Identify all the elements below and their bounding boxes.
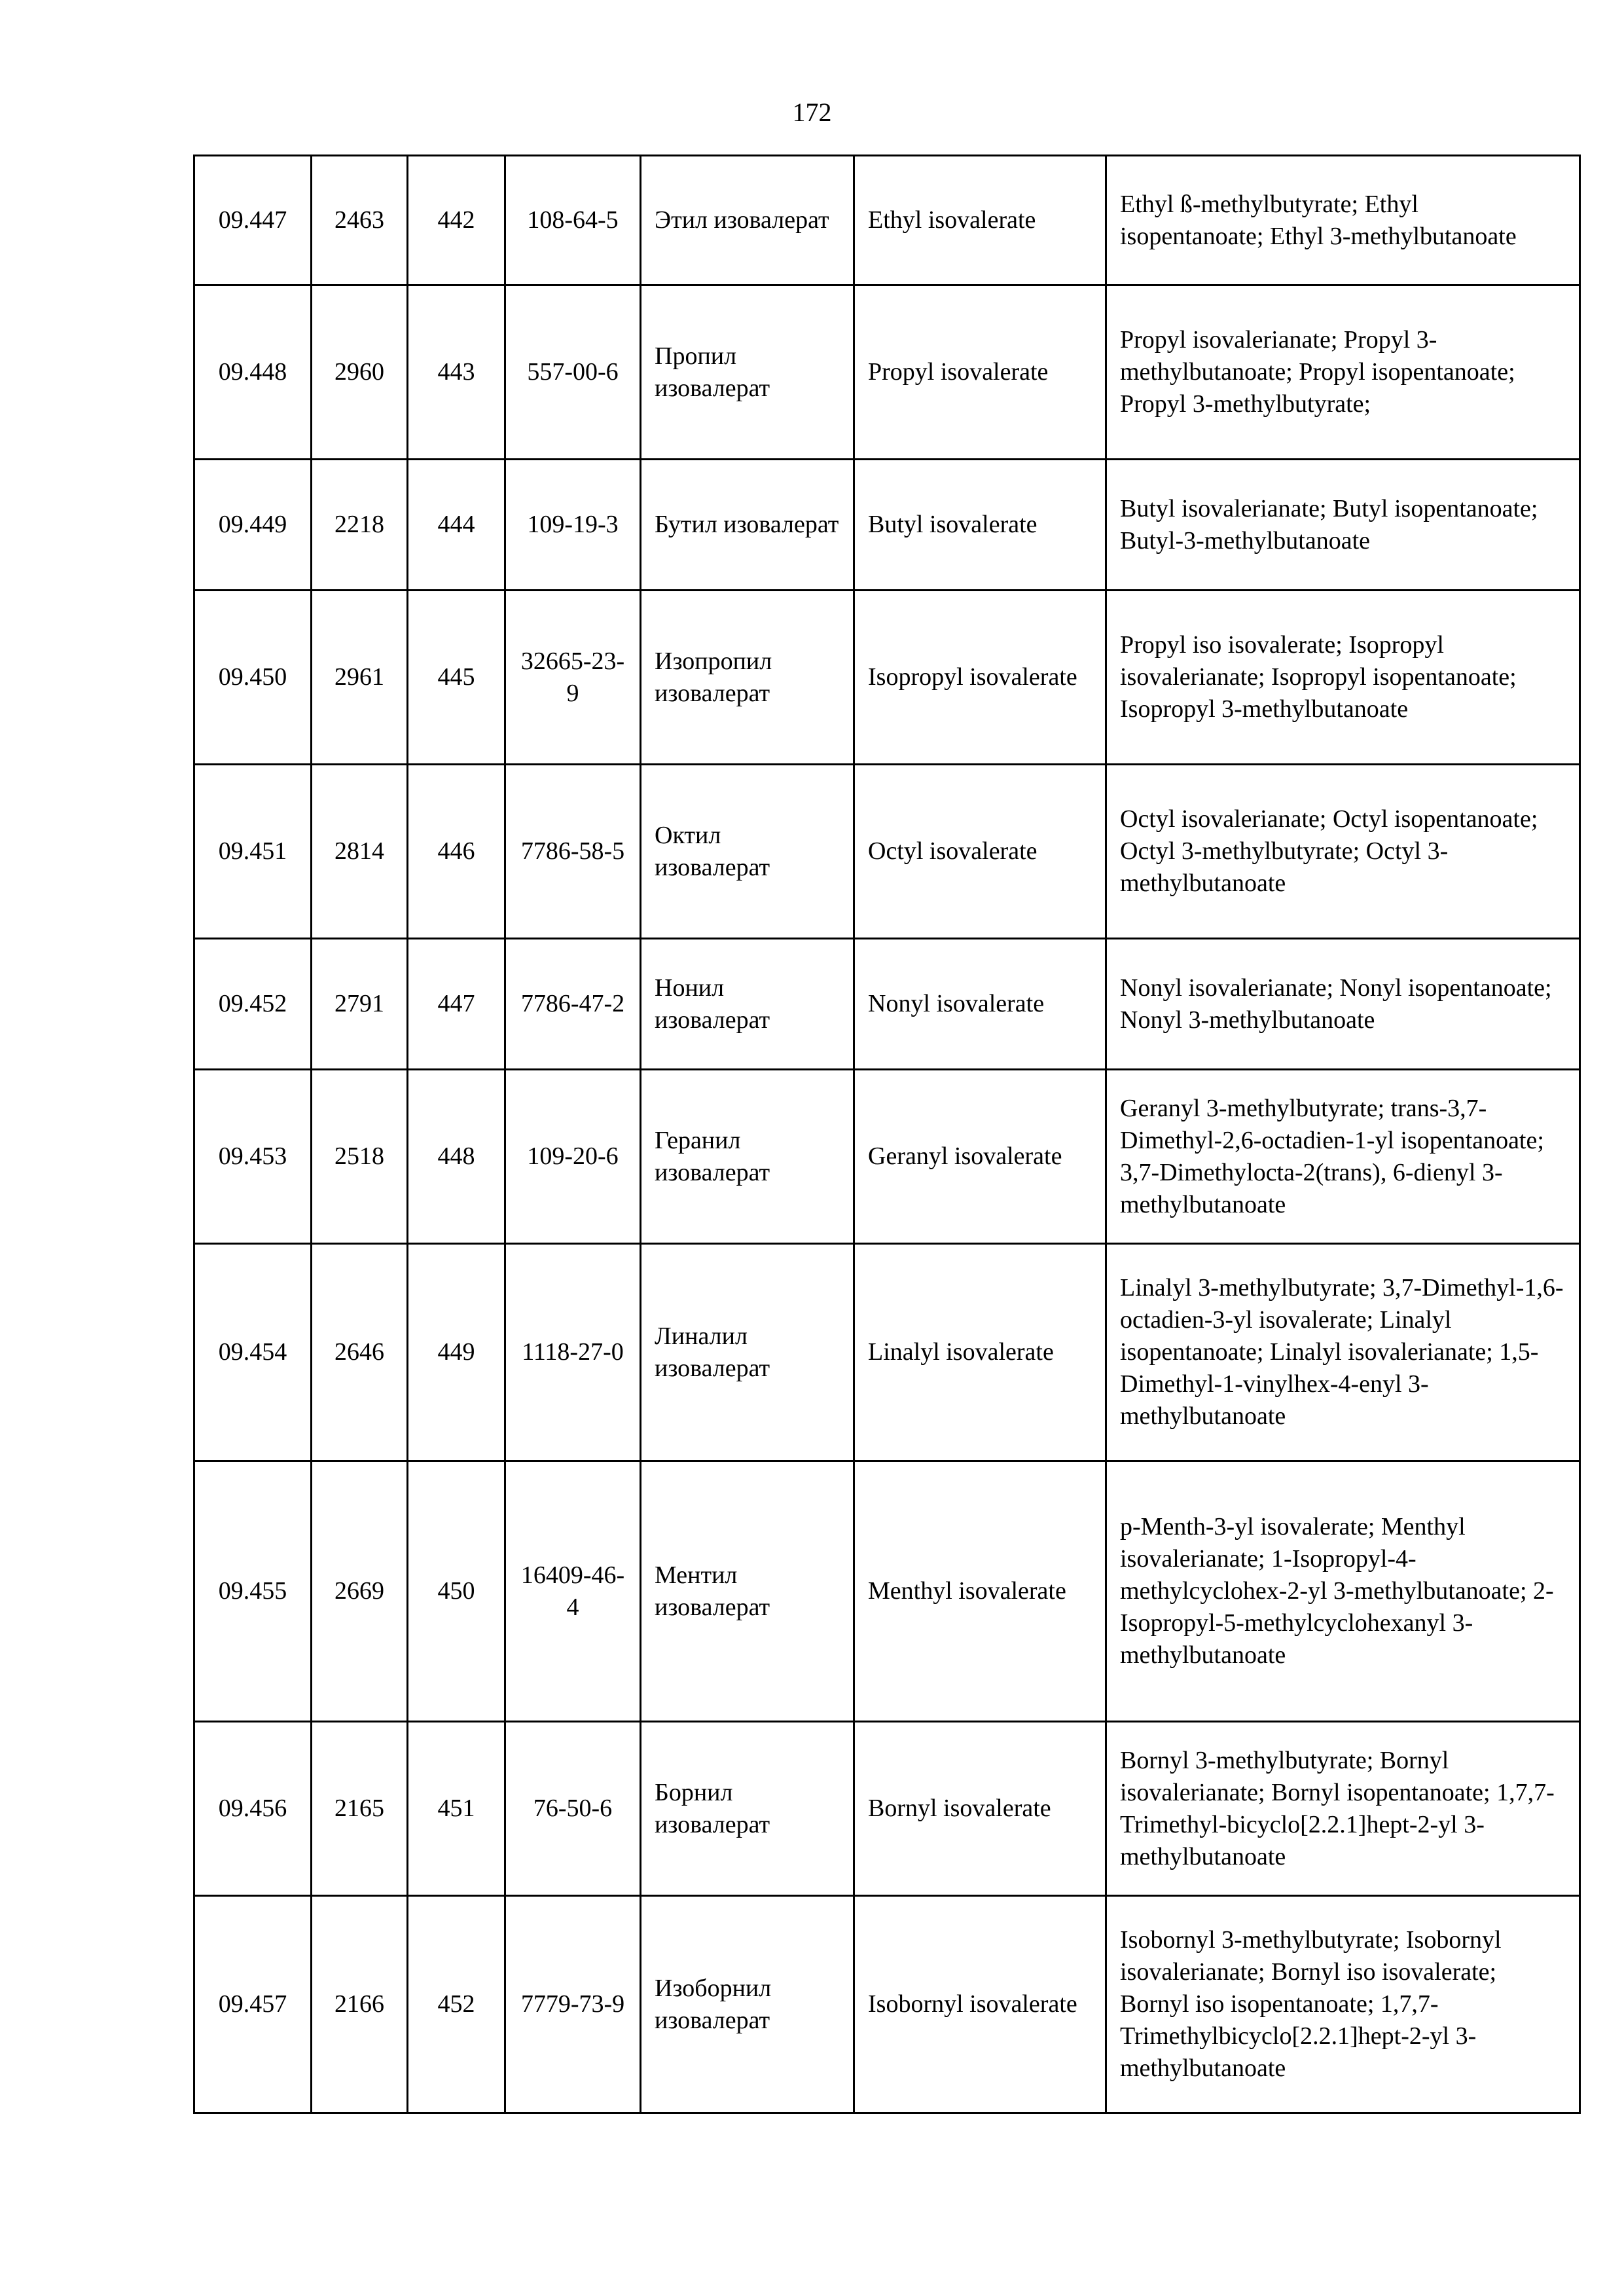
fl-number-cell: 09.450	[194, 591, 312, 765]
jecfa-number-cell: 2960	[312, 285, 408, 460]
russian-name-cell: Борнил изовалерат	[641, 1722, 854, 1896]
russian-name-cell: Пропил изовалерат	[641, 285, 854, 460]
jecfa-number-cell: 2518	[312, 1070, 408, 1244]
cas-number-cell: 1118-27-0	[505, 1244, 641, 1461]
table-row	[194, 1244, 1580, 1461]
synonyms-cell: Propyl isovalerianate; Propyl 3-methylbutanoate; Propyl isopentanoate; Propyl 3-methylbutyrate;	[1106, 285, 1580, 460]
fl-number-cell: 09.454	[194, 1244, 312, 1461]
russian-name-cell: Этил изовалерат	[641, 156, 854, 285]
fl-number-cell: 09.448	[194, 285, 312, 460]
russian-name-cell: Изопропил изовалерат	[641, 591, 854, 765]
synonyms-cell: Butyl isovalerianate; Butyl isopentanoate; Butyl-3-methylbutanoate	[1106, 460, 1580, 591]
cas-number-cell: 16409-46-4	[505, 1461, 641, 1722]
synonyms-cell: Propyl iso isovalerate; Isopropyl isovalerianate; Isopropyl isopentanoate; Isopropyl 3-methylbutanoate	[1106, 591, 1580, 765]
table-body	[194, 156, 1580, 2113]
english-name-cell: Ethyl isovalerate	[854, 156, 1106, 285]
table-row	[194, 1070, 1580, 1244]
synonyms-cell: Isobornyl 3-methylbutyrate; Isobornyl isovalerianate; Bornyl iso isovalerate; Bornyl iso isopentanoate; 1,7,7-Trimethylbicyclo[2.2.1]hept-2-yl 3-methylbutanoate	[1106, 1896, 1580, 2113]
fl-number-cell: 09.455	[194, 1461, 312, 1722]
english-name-cell: Bornyl isovalerate	[854, 1722, 1106, 1896]
jecfa-number-cell: 2218	[312, 460, 408, 591]
table-row	[194, 285, 1580, 460]
fl-number-cell: 09.451	[194, 765, 312, 939]
table-row	[194, 1722, 1580, 1896]
coe-number-cell: 449	[408, 1244, 505, 1461]
fl-number-cell: 09.457	[194, 1896, 312, 2113]
synonyms-cell: Geranyl 3-methylbutyrate; trans-3,7-Dimethyl-2,6-octadien-1-yl isopentanoate; 3,7-Dimethylocta-2(trans), 6-dienyl 3-methylbutanoate	[1106, 1070, 1580, 1244]
russian-name-cell: Бутил изовалерат	[641, 460, 854, 591]
page-number: 172	[792, 98, 832, 127]
fl-number-cell: 09.456	[194, 1722, 312, 1896]
english-name-cell: Nonyl isovalerate	[854, 939, 1106, 1070]
jecfa-number-cell: 2165	[312, 1722, 408, 1896]
coe-number-cell: 446	[408, 765, 505, 939]
coe-number-cell: 450	[408, 1461, 505, 1722]
table-row	[194, 1461, 1580, 1722]
russian-name-cell: Линалил изовалерат	[641, 1244, 854, 1461]
table-row	[194, 156, 1580, 285]
synonyms-cell: Nonyl isovalerianate; Nonyl isopentanoate; Nonyl 3-methylbutanoate	[1106, 939, 1580, 1070]
english-name-cell: Butyl isovalerate	[854, 460, 1106, 591]
russian-name-cell: Октил изовалерат	[641, 765, 854, 939]
coe-number-cell: 444	[408, 460, 505, 591]
table-row	[194, 1896, 1580, 2113]
coe-number-cell: 442	[408, 156, 505, 285]
english-name-cell: Propyl isovalerate	[854, 285, 1106, 460]
russian-name-cell: Изоборнил изовалерат	[641, 1896, 854, 2113]
english-name-cell: Isopropyl isovalerate	[854, 591, 1106, 765]
fl-number-cell: 09.447	[194, 156, 312, 285]
coe-number-cell: 445	[408, 591, 505, 765]
russian-name-cell: Нонил изовалерат	[641, 939, 854, 1070]
synonyms-cell: p-Menth-3-yl isovalerate; Menthyl isovalerianate; 1-Isopropyl-4-methylcyclohex-2-yl 3-methylbutanoate; 2-Isopropyl-5-methylcyclohexanyl 3-methylbutanoate	[1106, 1461, 1580, 1722]
russian-name-cell: Ментил изовалерат	[641, 1461, 854, 1722]
synonyms-cell: Ethyl ß-methylbutyrate; Ethyl isopentanoate; Ethyl 3-methylbutanoate	[1106, 156, 1580, 285]
table-row	[194, 939, 1580, 1070]
cas-number-cell: 109-19-3	[505, 460, 641, 591]
russian-name-cell: Геранил изовалерат	[641, 1070, 854, 1244]
fl-number-cell: 09.453	[194, 1070, 312, 1244]
cas-number-cell: 109-20-6	[505, 1070, 641, 1244]
english-name-cell: Menthyl isovalerate	[854, 1461, 1106, 1722]
jecfa-number-cell: 2463	[312, 156, 408, 285]
flavouring-substances-table	[193, 155, 1581, 2114]
coe-number-cell: 452	[408, 1896, 505, 2113]
jecfa-number-cell: 2814	[312, 765, 408, 939]
table-row	[194, 591, 1580, 765]
cas-number-cell: 108-64-5	[505, 156, 641, 285]
coe-number-cell: 443	[408, 285, 505, 460]
jecfa-number-cell: 2166	[312, 1896, 408, 2113]
jecfa-number-cell: 2961	[312, 591, 408, 765]
cas-number-cell: 557-00-6	[505, 285, 641, 460]
fl-number-cell: 09.452	[194, 939, 312, 1070]
jecfa-number-cell: 2791	[312, 939, 408, 1070]
jecfa-number-cell: 2646	[312, 1244, 408, 1461]
table-row	[194, 765, 1580, 939]
cas-number-cell: 7779-73-9	[505, 1896, 641, 2113]
english-name-cell: Linalyl isovalerate	[854, 1244, 1106, 1461]
coe-number-cell: 451	[408, 1722, 505, 1896]
coe-number-cell: 448	[408, 1070, 505, 1244]
table-row	[194, 460, 1580, 591]
synonyms-cell: Bornyl 3-methylbutyrate; Bornyl isovalerianate; Bornyl isopentanoate; 1,7,7-Trimethyl-bicyclo[2.2.1]hept-2-yl 3-methylbutanoate	[1106, 1722, 1580, 1896]
english-name-cell: Geranyl isovalerate	[854, 1070, 1106, 1244]
cas-number-cell: 32665-23-9	[505, 591, 641, 765]
jecfa-number-cell: 2669	[312, 1461, 408, 1722]
english-name-cell: Octyl isovalerate	[854, 765, 1106, 939]
synonyms-cell: Linalyl 3-methylbutyrate; 3,7-Dimethyl-1,6-octadien-3-yl isovalerate; Linalyl isopentanoate; Linalyl isovalerianate; 1,5-Dimethyl-1-vinylhex-4-enyl 3-methylbutanoate	[1106, 1244, 1580, 1461]
english-name-cell: Isobornyl isovalerate	[854, 1896, 1106, 2113]
fl-number-cell: 09.449	[194, 460, 312, 591]
synonyms-cell: Octyl isovalerianate; Octyl isopentanoate; Octyl 3-methylbutyrate; Octyl 3-methylbutanoate	[1106, 765, 1580, 939]
cas-number-cell: 76-50-6	[505, 1722, 641, 1896]
cas-number-cell: 7786-47-2	[505, 939, 641, 1070]
cas-number-cell: 7786-58-5	[505, 765, 641, 939]
coe-number-cell: 447	[408, 939, 505, 1070]
